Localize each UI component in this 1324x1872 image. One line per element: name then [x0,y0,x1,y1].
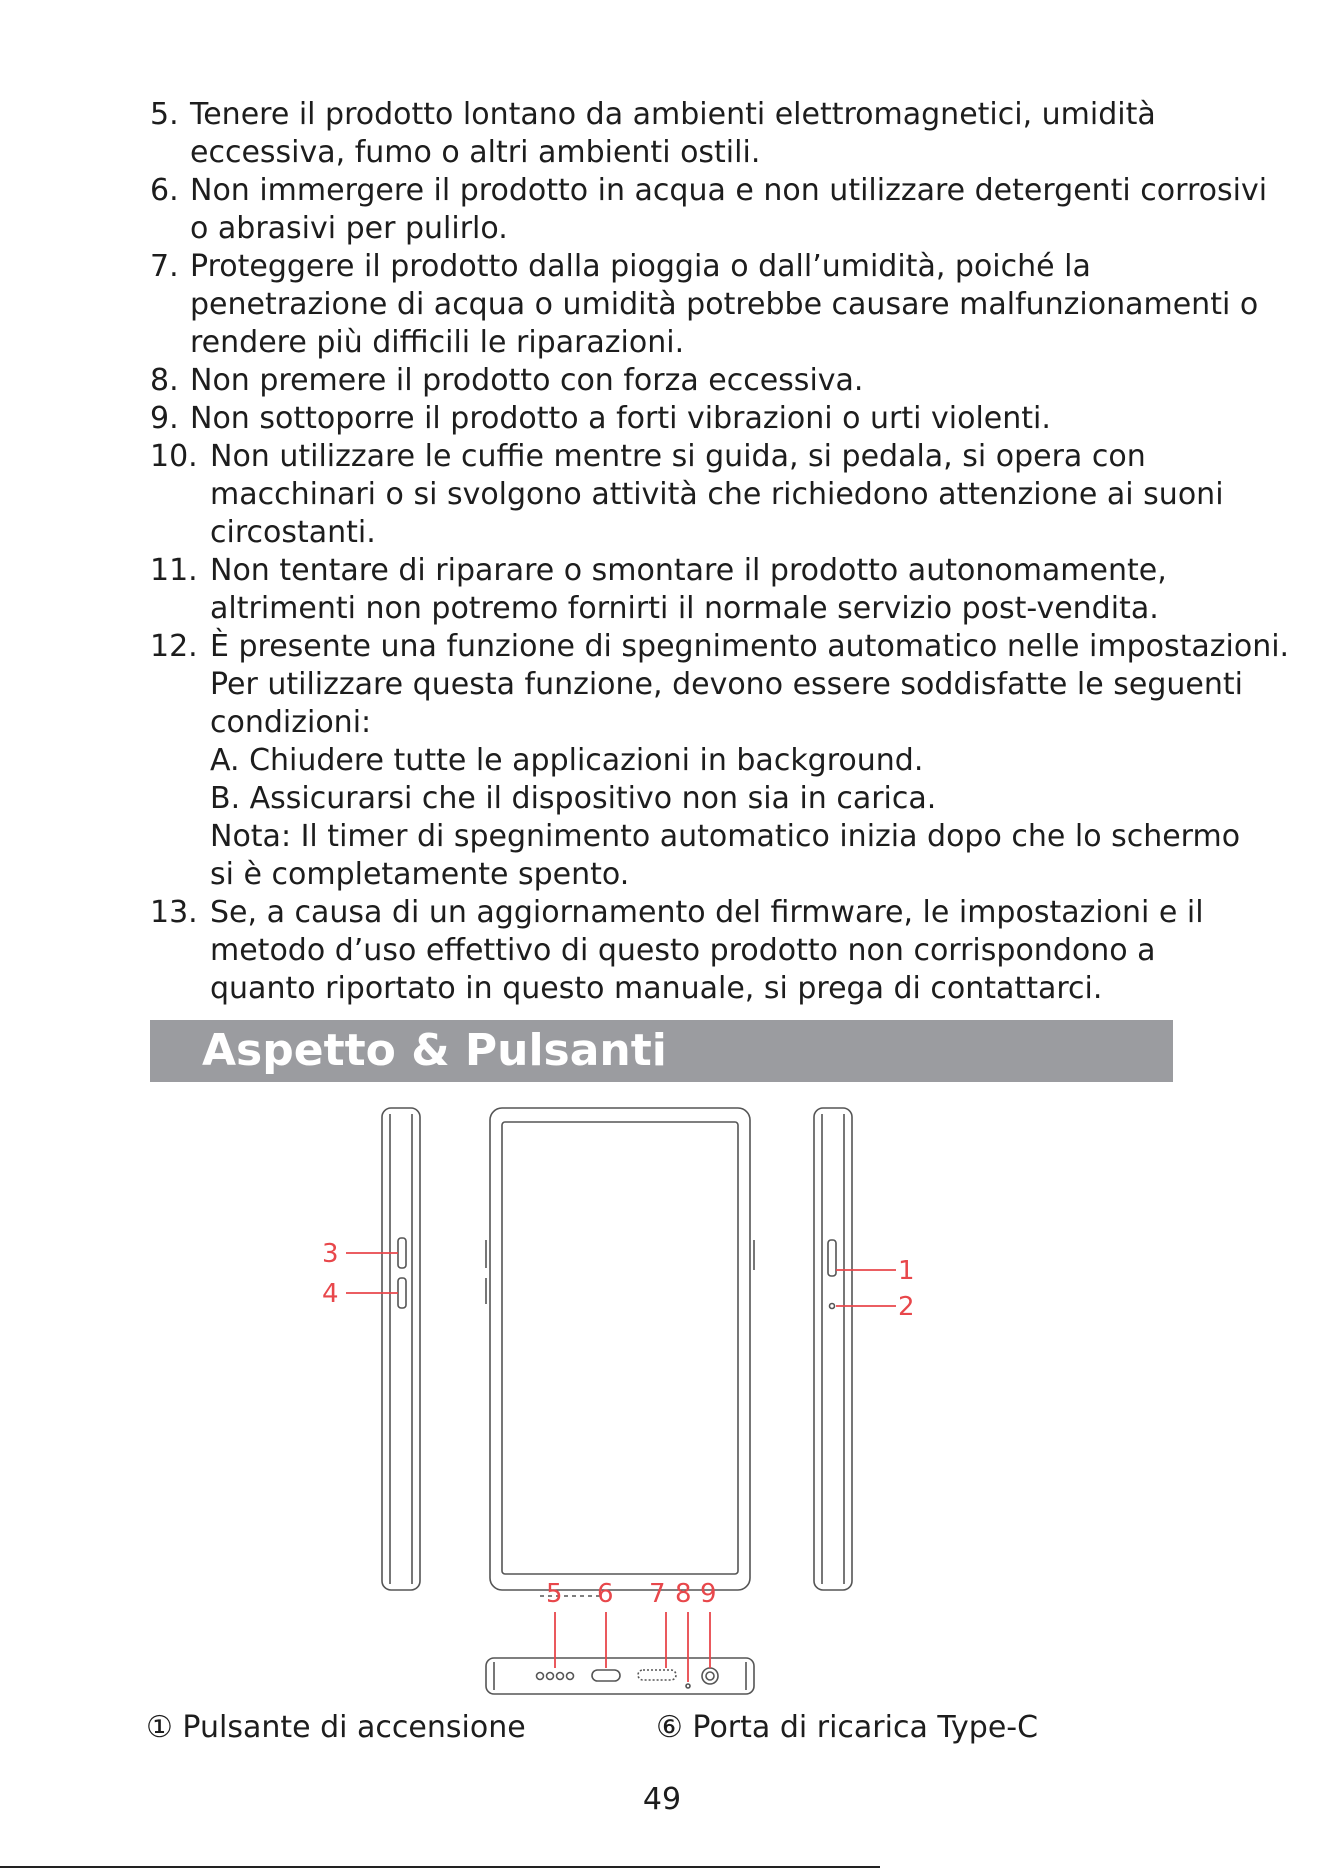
list-item-line: condizioni: [210,705,372,740]
headphone-jack [702,1668,718,1684]
legend-power-button: ① Pulsante di accensione [146,1710,526,1745]
list-item-line: metodo d’uso effettivo di questo prodotto non corrispondono a [210,933,1156,968]
front-view [486,1108,754,1596]
section-title: Aspetto & Pulsanti [202,1025,667,1076]
list-item-line: quanto riportato in questo manuale, si prega di contattarci. [210,971,1103,1006]
microphone-hole [686,1684,690,1688]
right-side-view [814,1108,852,1590]
list-item [150,362,1260,400]
list-item [150,400,1260,438]
list-item-line: macchinari o si svolgono attività che richiedono attenzione ai suoni [210,477,1224,512]
footer-rule [0,1866,880,1868]
list-item-number: 10. [150,439,198,474]
list-item-number: 7. [150,249,179,284]
list-item-number: 9. [150,401,179,436]
reset-hole [830,1304,835,1309]
list-item-line: Non premere il prodotto con forza eccessiva. [190,363,864,398]
page-number: 49 [642,1782,682,1817]
list-item-number: 5. [150,97,179,132]
list-item-line: Non tentare di riparare o smontare il prodotto autonomamente, [210,553,1167,588]
list-item-line: Per utilizzare questa funzione, devono essere soddisfatte le seguenti [210,667,1243,702]
screen [502,1122,738,1574]
left-side-view [382,1108,420,1590]
list-item-line: eccessiva, fumo o altri ambienti ostili. [190,135,761,170]
list-item [150,96,1260,172]
list-item-number: 13. [150,895,198,930]
power-key [828,1240,836,1276]
list-item [150,248,1260,362]
list-item-line: rendere più difficili le riparazioni. [190,325,685,360]
list-item-line: Non immergere il prodotto in acqua e non utilizzare detergenti corrosivi [190,173,1268,208]
list-item-line: A. Chiudere tutte le applicazioni in background. [210,743,924,778]
list-item-line: Non sottoporre il prodotto a forti vibrazioni o urti violenti. [190,401,1051,436]
list-item [150,438,1260,552]
list-item-number: 6. [150,173,179,208]
callout-8: 8 [675,1579,692,1609]
callout-3: 3 [322,1239,339,1269]
list-item-line: altrimenti non potremo fornirti il normale servizio post-vendita. [210,591,1159,626]
list-item-line: Proteggere il prodotto dalla pioggia o dall’umidità, poiché la [190,249,1091,284]
callout-1: 1 [898,1256,915,1286]
list-item [150,172,1268,248]
callout-4: 4 [322,1279,339,1309]
callout-5: 5 [546,1579,563,1609]
volume-up-key [398,1238,406,1268]
speaker-grille [638,1670,676,1680]
list-item-line: Tenere il prodotto lontano da ambienti elettromagnetici, umidità [190,97,1156,132]
legend-type-c-port: ⑥ Porta di ricarica Type-C [656,1710,1039,1745]
list-item-number: 12. [150,629,198,664]
list-item [150,894,1260,1008]
list-item-number: 11. [150,553,198,588]
list-item-line: o abrasivi per pulirlo. [190,211,508,246]
list-item [150,628,1290,894]
section-header [150,1020,1173,1082]
callout-9: 9 [700,1579,717,1609]
list-item-line: È presente una funzione di spegnimento automatico nelle impostazioni. [210,629,1290,664]
list-item-line: penetrazione di acqua o umidità potrebbe causare malfunzionamenti o [190,287,1259,322]
callout-6: 6 [597,1579,614,1609]
list-item-line: si è completamente spento. [210,857,630,892]
list-item-line: B. Assicurarsi che il dispositivo non sia in carica. [210,781,937,816]
volume-down-key [398,1278,406,1308]
list-item-number: 8. [150,363,179,398]
list-item-line: Nota: Il timer di spegnimento automatico inizia dopo che lo schermo [210,819,1241,854]
callout-2: 2 [898,1292,915,1322]
list-item [150,552,1260,628]
list-item-line: Se, a causa di un aggiornamento del firmware, le impostazioni e il [210,895,1204,930]
device-diagram [0,1090,1324,1700]
type-c-port [592,1670,620,1681]
callout-7: 7 [649,1579,666,1609]
bottom-view [486,1658,754,1694]
safety-instructions-list [150,96,1290,1008]
list-item-line: Non utilizzare le cuffie mentre si guida, si pedala, si opera con [210,439,1146,474]
list-item-line: circostanti. [210,515,376,550]
